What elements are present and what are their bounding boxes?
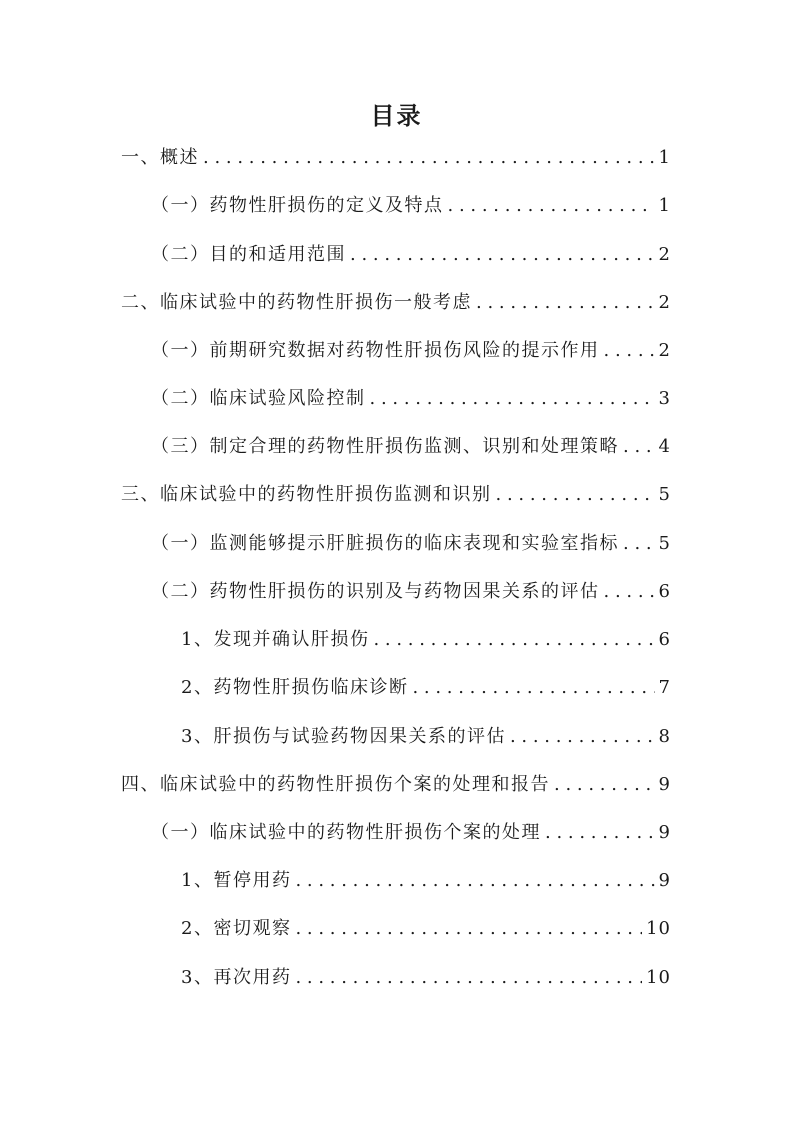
toc-dot-leader bbox=[545, 818, 655, 848]
toc-page-number: 5 bbox=[658, 484, 671, 505]
toc-entry[interactable] bbox=[151, 818, 671, 848]
toc-entry[interactable] bbox=[181, 866, 671, 896]
toc-dot-leader bbox=[476, 288, 655, 318]
toc-entry-title: （一）监测能够提示肝脏损伤的临床表现和实验室指标 bbox=[151, 533, 619, 554]
toc-entry-title: 一、概述 bbox=[121, 147, 199, 168]
toc-page-number: 9 bbox=[658, 774, 671, 795]
toc-page-number: 7 bbox=[658, 677, 671, 698]
toc-page-number: 9 bbox=[658, 822, 671, 843]
toc-page-number: 4 bbox=[658, 436, 671, 457]
toc-entry-title: 2、密切观察 bbox=[181, 918, 292, 939]
toc-entry-title: 3、肝损伤与试验药物因果关系的评估 bbox=[181, 726, 506, 747]
toc-dot-leader bbox=[412, 673, 654, 703]
toc-dot-leader bbox=[295, 963, 642, 993]
toc-entry-title: （一）临床试验中的药物性肝损伤个案的处理 bbox=[151, 822, 541, 843]
toc-entry-title: 1、暂停用药 bbox=[181, 870, 292, 891]
toc-dot-leader bbox=[373, 625, 654, 655]
page-title: 目录 bbox=[370, 101, 423, 130]
toc-page-number: 10 bbox=[646, 967, 671, 988]
toc-dot-leader bbox=[623, 432, 655, 462]
toc-dot-leader bbox=[554, 770, 655, 800]
toc-page-number: 3 bbox=[658, 388, 671, 409]
toc-entry-title: 三、临床试验中的药物性肝损伤监测和识别 bbox=[121, 484, 492, 505]
toc-entry[interactable] bbox=[181, 963, 671, 993]
toc-entry[interactable] bbox=[181, 722, 671, 752]
toc-page-number: 1 bbox=[658, 147, 671, 168]
toc-entry-title: 3、再次用药 bbox=[181, 967, 292, 988]
toc-dot-leader bbox=[350, 240, 655, 270]
toc-dot-leader bbox=[604, 336, 655, 366]
toc-entry[interactable] bbox=[151, 384, 671, 414]
toc-dot-leader bbox=[295, 914, 642, 944]
toc-entry[interactable] bbox=[121, 288, 671, 318]
toc-entry-title: （一）前期研究数据对药物性肝损伤风险的提示作用 bbox=[151, 340, 600, 361]
toc-entry-title: 1、发现并确认肝损伤 bbox=[181, 629, 370, 650]
toc-dot-leader bbox=[448, 191, 655, 221]
toc-entry[interactable] bbox=[121, 770, 671, 800]
toc-entry[interactable] bbox=[151, 432, 671, 462]
toc-entry[interactable] bbox=[121, 480, 671, 510]
toc-dot-leader bbox=[604, 577, 655, 607]
toc-dot-leader bbox=[370, 384, 655, 414]
toc-page-number: 6 bbox=[658, 629, 671, 650]
toc-entry[interactable] bbox=[181, 673, 671, 703]
toc-page-number: 2 bbox=[658, 292, 671, 313]
toc-entry[interactable] bbox=[121, 143, 671, 173]
toc-entry[interactable] bbox=[181, 914, 671, 944]
toc-entry[interactable] bbox=[151, 336, 671, 366]
toc-entry-title: （二）临床试验风险控制 bbox=[151, 388, 366, 409]
toc-dot-leader bbox=[496, 480, 655, 510]
toc-entry-title: （二）目的和适用范围 bbox=[151, 244, 346, 265]
toc-entry[interactable] bbox=[151, 191, 671, 221]
toc-page-number: 10 bbox=[646, 918, 671, 939]
toc-entry-title: （三）制定合理的药物性肝损伤监测、识别和处理策略 bbox=[151, 436, 619, 457]
toc-dot-leader bbox=[623, 529, 655, 559]
toc-entry-title: 四、临床试验中的药物性肝损伤个案的处理和报告 bbox=[121, 774, 550, 795]
toc-dot-leader bbox=[295, 866, 654, 896]
toc-entry[interactable] bbox=[181, 625, 671, 655]
toc-dot-leader bbox=[203, 143, 655, 173]
toc-entry-title: （一）药物性肝损伤的定义及特点 bbox=[151, 195, 444, 216]
toc-entry-title: （二）药物性肝损伤的识别及与药物因果关系的评估 bbox=[151, 581, 600, 602]
toc-entry[interactable] bbox=[151, 240, 671, 270]
toc-page-number: 8 bbox=[658, 726, 671, 747]
toc-page-number: 1 bbox=[658, 195, 671, 216]
toc-entry[interactable] bbox=[151, 529, 671, 559]
toc-entry[interactable] bbox=[151, 577, 671, 607]
toc-page-number: 2 bbox=[658, 244, 671, 265]
toc-page-number: 6 bbox=[658, 581, 671, 602]
toc-page-number: 5 bbox=[658, 533, 671, 554]
toc-page-number: 2 bbox=[658, 340, 671, 361]
toc-dot-leader bbox=[510, 722, 655, 752]
toc-entry-title: 2、药物性肝损伤临床诊断 bbox=[181, 677, 409, 698]
toc-entry-title: 二、临床试验中的药物性肝损伤一般考虑 bbox=[121, 292, 472, 313]
toc-page-number: 9 bbox=[658, 870, 671, 891]
